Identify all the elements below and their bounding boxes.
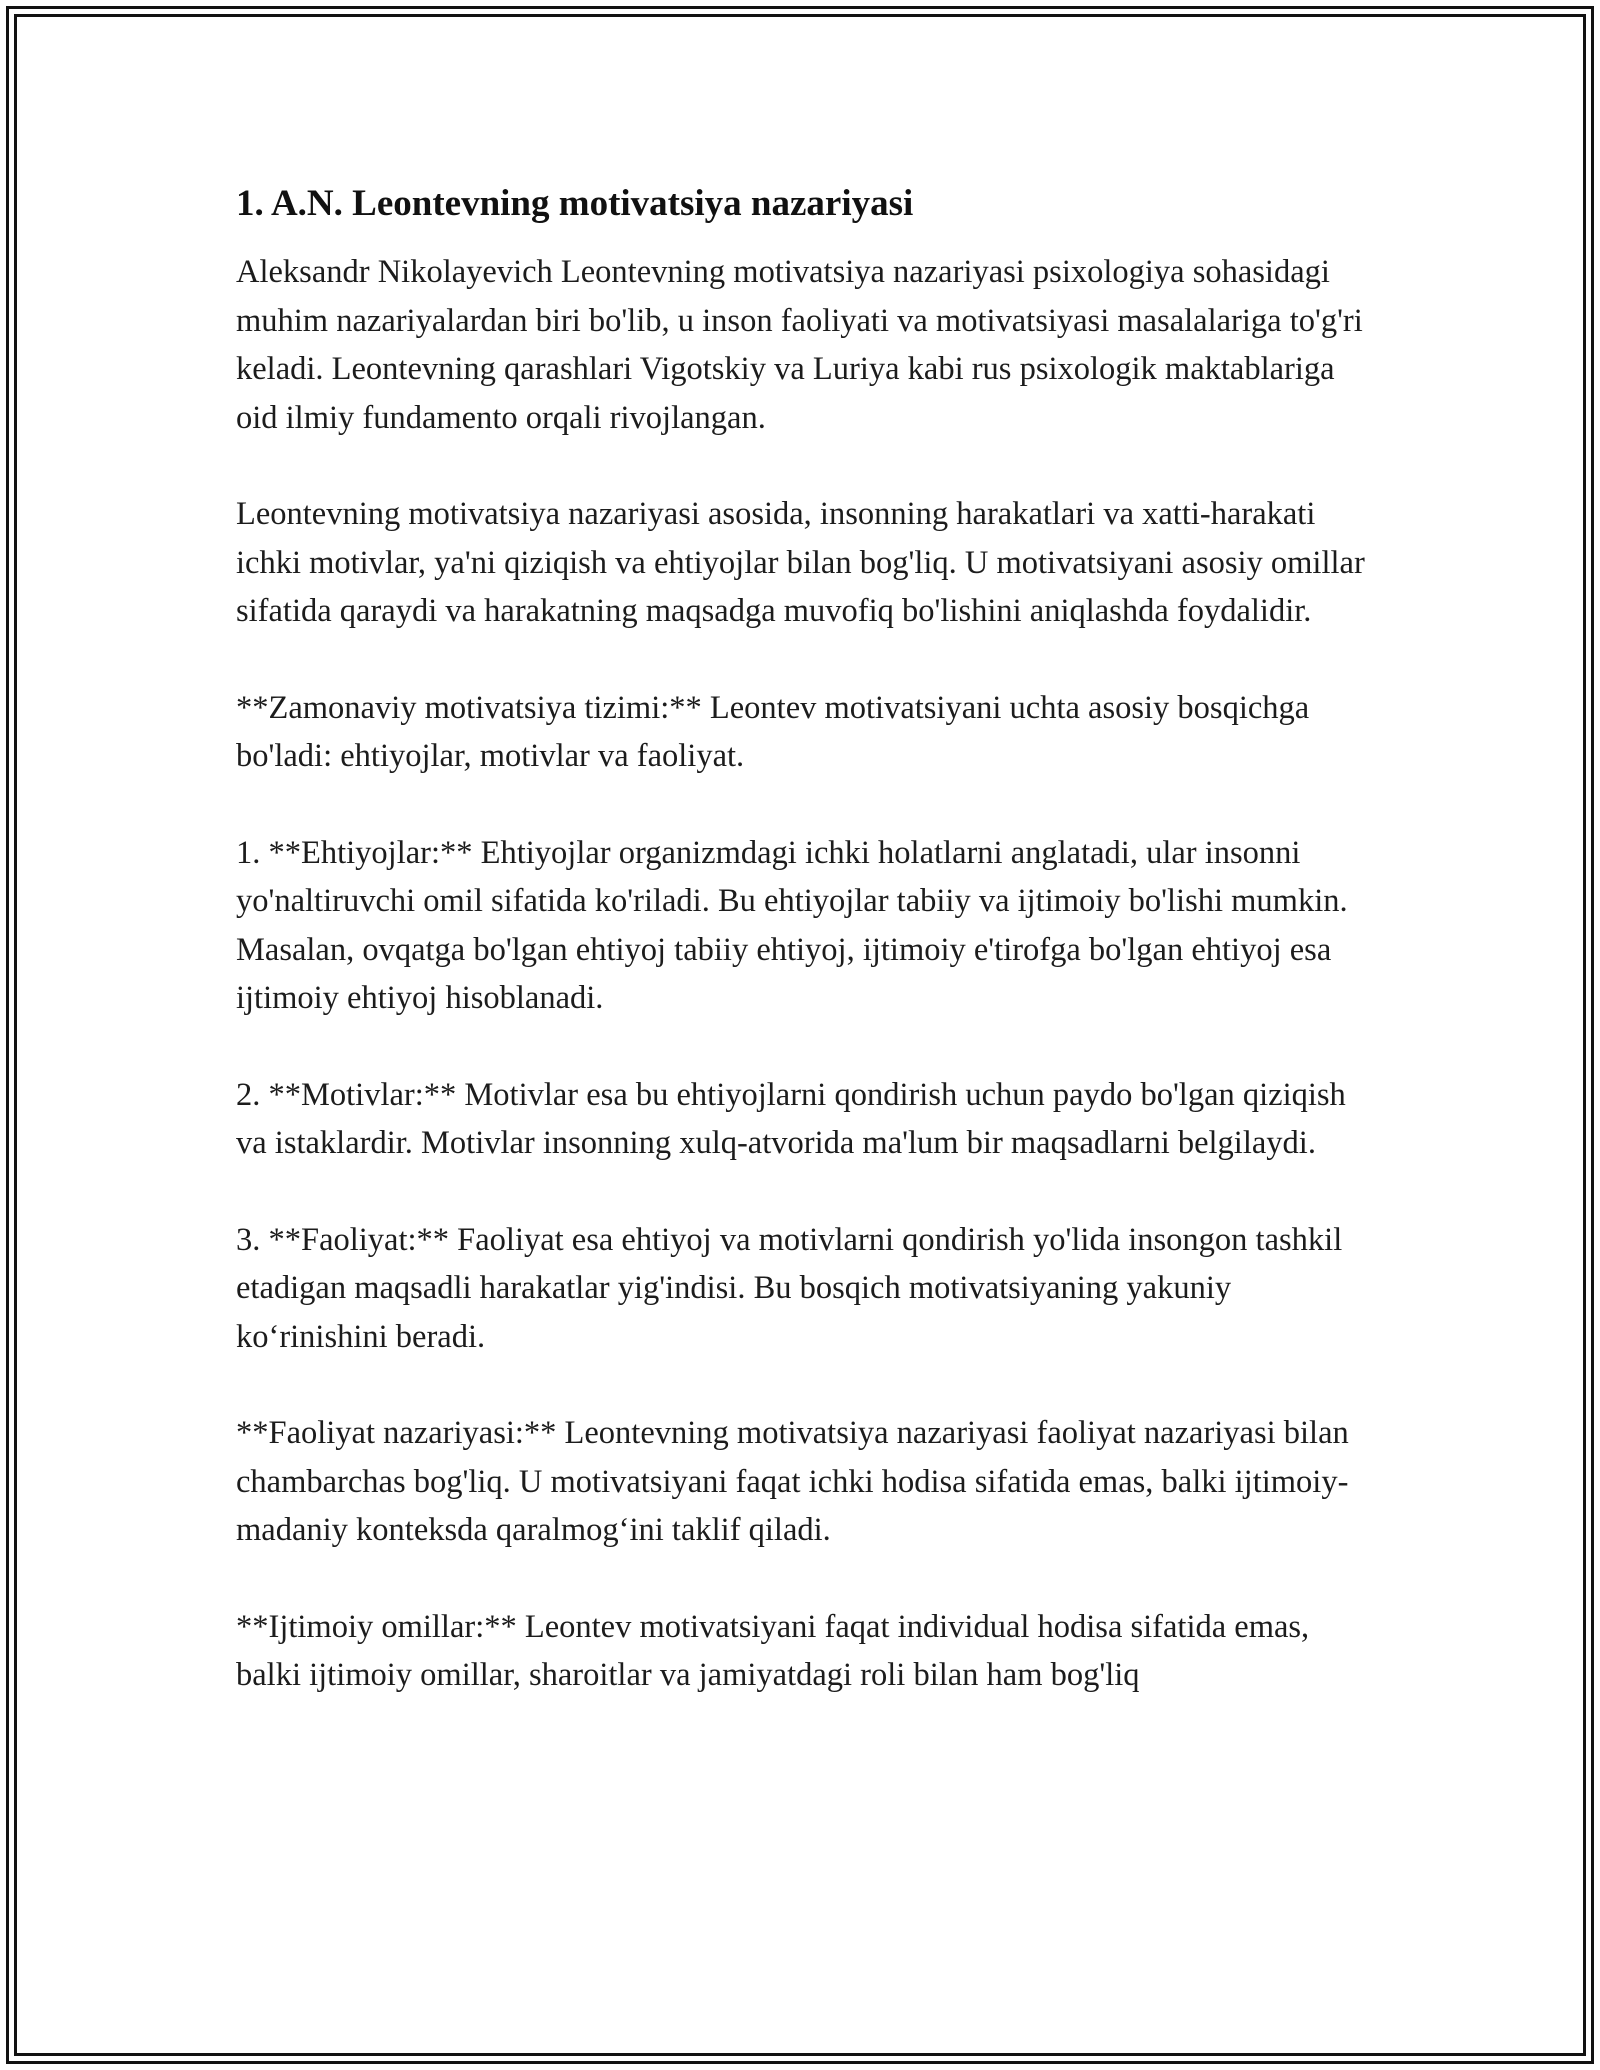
paragraph-intro: Aleksandr Nikolayevich Leontevning motivatsiya nazariyasi psixologiya sohasidagi muhim nazariyalardan biri bo'lib, u inson faoliyati va motivatsiyasi masalalariga to'g'ri keladi. Leontevning qarashlari Vigotskiy va Luriya kabi rus psixologik maktablariga oid ilmiy fundamento orqali rivojlangan. — [236, 254, 1363, 436]
paragraph-social-factors: **Ijtimoiy omillar:** Leontev motivatsiyani faqat individual hodisa sifatida emas, balki ijtimoiy omillar, sharoitlar va jamiyatdagi roli bilan ham bog'liq — [236, 1608, 1310, 1694]
paragraph-needs: 1. **Ehtiyojlar:** Ehtiyojlar organizmdagi ichki holatlarni anglatadi, ular insonni yo'naltiruvchi omil sifatida ko'riladi. Bu ehtiyojlar tabiiy va ijtimoiy bo'lishi mumkin. Masalan, ovqatga bo'lgan ehtiyoj tabiiy ehtiyoj, ijtimoiy e'tirofga bo'lgan ehtiyoj esa ijtimoiy ehtiyoj hisoblanadi. — [236, 834, 1348, 1017]
paragraph-basis: Leontevning motivatsiya nazariyasi asosida, insonning harakatlari va xatti-harakati ichki motivlar, ya'ni qiziqish va ehtiyojlar bilan bog'liq. U motivatsiyani asosiy omillar sifatida qaraydi va harakatning maqsadga muvofiq bo'lishini aniqlashda foydalidir. — [236, 496, 1365, 630]
document-title: 1. A.N. Leontevning motivatsiya nazariyasi — [236, 183, 914, 224]
paragraph-motives: 2. **Motivlar:** Motivlar esa bu ehtiyojlarni qondirish uchun paydo bo'lgan qiziqish va istaklardir. Motivlar insonning xulq-atvorida ma'lum bir maqsadlarni belgilaydi. — [236, 1076, 1346, 1162]
paragraph-activity-theory: **Faoliyat nazariyasi:** Leontevning motivatsiya nazariyasi faoliyat nazariyasi bilan chambarchas bog'liq. U motivatsiyani faqat ichki hodisa sifatida emas, balki ijtimoiy-madaniy konteksda qaralmog‘ini taklif qiladi. — [236, 1415, 1349, 1549]
paragraph-modern-system: **Zamonaviy motivatsiya tizimi:** Leontev motivatsiyani uchta asosiy bosqichga bo'ladi: ehtiyojlar, motivlar va faoliyat. — [236, 689, 1310, 775]
paragraph-activity: 3. **Faoliyat:** Faoliyat esa ehtiyoj va motivlarni qondirish yo'lida insongon tashkil etadigan maqsadli harakatlar yig'indisi. Bu bosqich motivatsiyaning yakuniy ko‘rinishini beradi. — [236, 1221, 1343, 1355]
document-body — [236, 182, 1376, 1700]
